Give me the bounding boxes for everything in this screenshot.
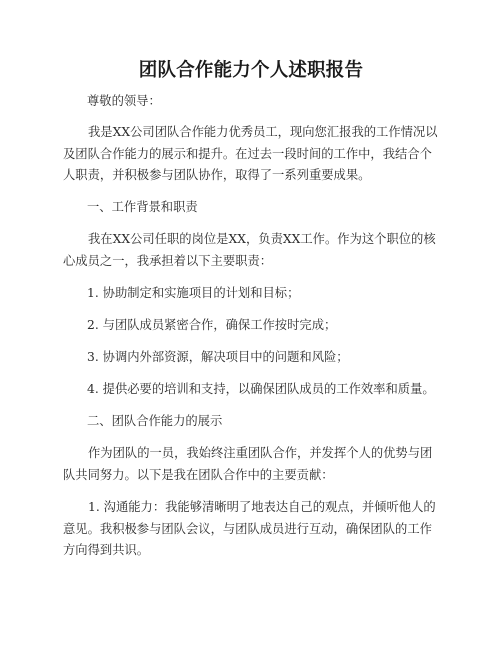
duty-item-3: 3. 协调内外部资源，解决项目中的问题和风险； — [87, 350, 349, 364]
duty-item-2: 2. 与团队成员紧密合作，确保工作按时完成； — [87, 318, 337, 332]
duty-item-1: 1. 协助制定和实施项目的计划和目标； — [87, 286, 300, 300]
document-title: 团队合作能力个人述职报告 — [138, 60, 364, 81]
duty-item-4: 4. 提供必要的培训和支持，以确保团队成员的工作效率和质量。 — [87, 382, 435, 396]
section-2-heading: 二、团队合作能力的展示 — [87, 414, 223, 428]
section-2-intro: 作为团队的一员，我始终注重团队合作，并发挥个人的优势与团队共同努力。以下是我在团队合作中的主要贡献： — [63, 446, 433, 482]
section-1-intro: 我在XX公司任职的岗位是XX，负责XX工作。作为这个职位的核心成员之一，我承担着以下主要职责： — [63, 232, 436, 268]
intro-paragraph: 我是XX公司团队合作能力优秀员工，现向您汇报我的工作情况以及团队合作能力的展示和提升。在过去一段时间的工作中，我结合个人职责，并积极参与团队协作，取得了一系列重要成果。 — [63, 125, 438, 182]
salutation: 尊敬的领导： — [87, 94, 161, 108]
section-1-heading: 一、工作背景和职责 — [87, 200, 198, 214]
contribution-item-1: 1. 沟通能力：我能够清晰明了地表达自己的观点，并倾听他人的意见。我积极参与团队会议，与团队成员进行互动，确保团队的工作方向得到共识。 — [63, 500, 436, 557]
